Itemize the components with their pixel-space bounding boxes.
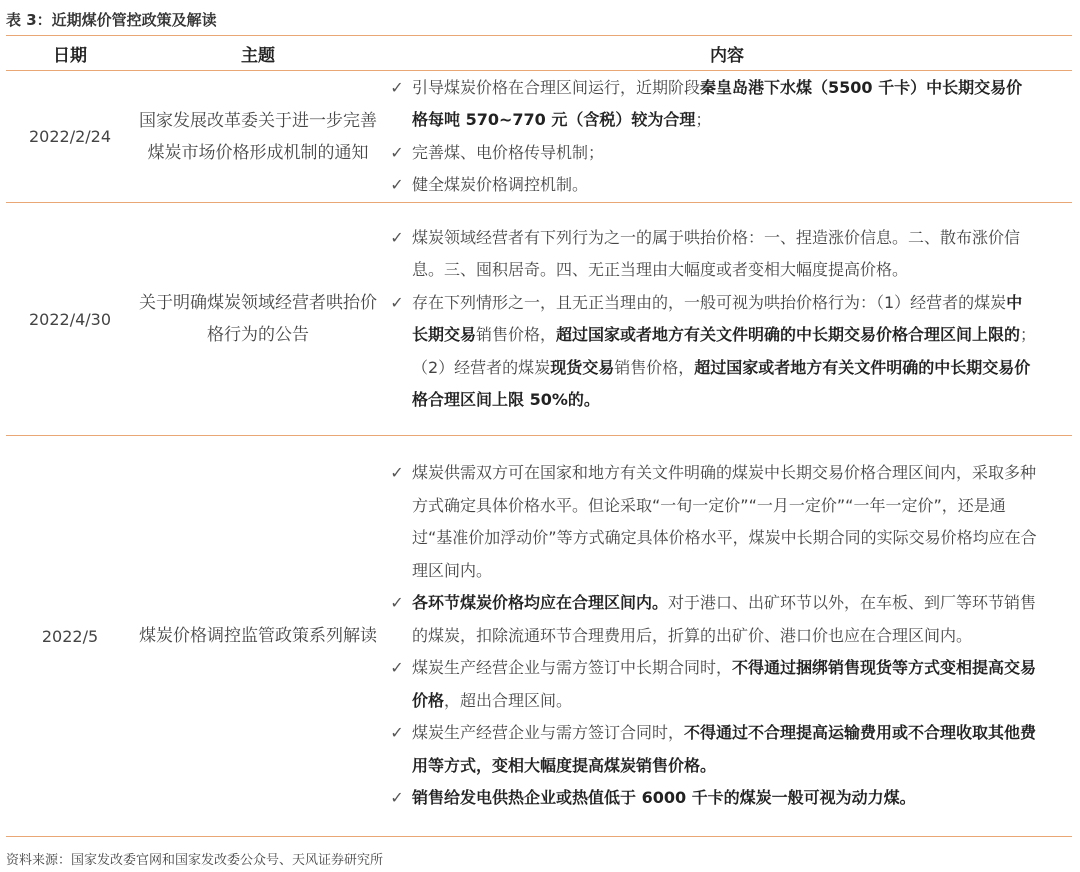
bullet-text bbox=[412, 287, 1038, 417]
content-bullet bbox=[382, 587, 1072, 652]
header-date: 日期 bbox=[6, 36, 134, 71]
text-segment: 对于港口、出矿环节以外，在车板、到厂等环节销售的煤炭，扣除流通环节合理费用后，折算的出矿价、港口价也应在合理区间内。 bbox=[412, 593, 1037, 645]
bullet-text bbox=[412, 652, 1038, 717]
checkmark-icon: ✓ bbox=[390, 77, 404, 97]
bold-text-segment: 各环节煤炭价格均应在合理区间内。 bbox=[412, 593, 669, 613]
checkmark-icon: ✓ bbox=[390, 292, 404, 312]
row-topic: 国家发展改革委关于进一步完善煤炭市场价格形成机制的通知 bbox=[134, 71, 382, 203]
content-bullet bbox=[382, 457, 1072, 587]
bold-text-segment: 超过国家或者地方有关文件明确的中长期交易价格合理区间上限 50%的。 bbox=[412, 357, 1031, 409]
text-segment: ； bbox=[695, 110, 712, 129]
bullet-text bbox=[412, 137, 1038, 170]
checkmark-icon: ✓ bbox=[390, 593, 404, 613]
table-row bbox=[6, 203, 1072, 436]
bold-text-segment: 中长期交易 bbox=[412, 292, 1023, 344]
source-note: 资料来源：国家发改委官网和国家发改委公众号、天风证券研究所 bbox=[6, 853, 384, 868]
checkmark-icon: ✓ bbox=[390, 788, 404, 808]
bullet-text bbox=[412, 587, 1038, 652]
checkmark-icon: ✓ bbox=[390, 463, 404, 483]
header-topic: 主题 bbox=[134, 36, 382, 71]
row-content bbox=[382, 71, 1072, 203]
table-body bbox=[6, 71, 1072, 837]
bullet-text bbox=[412, 222, 1038, 287]
row-date: 2022/5 bbox=[6, 436, 134, 837]
text-segment: ；（2）经营者的煤炭 bbox=[412, 325, 1037, 377]
text-segment: 销售价格， bbox=[614, 357, 695, 377]
text-segment: 完善煤、电价格传导机制； bbox=[412, 142, 605, 162]
header-content: 内容 bbox=[382, 36, 1072, 71]
text-segment: 销售价格， bbox=[476, 325, 557, 344]
policy-table bbox=[6, 35, 1072, 837]
content-bullet bbox=[382, 72, 1072, 137]
text-segment: 存在下列情形之一，且无正当理由的，一般可视为哄抬价格行为：（1）经营者的煤炭 bbox=[412, 292, 1007, 312]
content-bullet bbox=[382, 137, 1072, 170]
checkmark-icon: ✓ bbox=[390, 142, 404, 162]
content-bullet bbox=[382, 169, 1072, 202]
row-date: 2022/4/30 bbox=[6, 203, 134, 436]
checkmark-icon: ✓ bbox=[390, 227, 404, 247]
bold-text-segment: 不得通过不合理提高运输费用或不合理收取其他费用等方式，变相大幅度提高煤炭销售价格。 bbox=[412, 723, 1037, 775]
table-row bbox=[6, 436, 1072, 837]
bold-text-segment: 秦皇岛港下水煤（5500 千卡）中长期交易价格每吨 570~770 元（含税）较为合理 bbox=[412, 77, 1023, 129]
checkmark-icon: ✓ bbox=[390, 658, 404, 678]
row-content bbox=[382, 203, 1072, 436]
content-bullet bbox=[382, 287, 1072, 417]
bullet-text bbox=[412, 457, 1038, 587]
bullet-text bbox=[412, 72, 1038, 137]
text-segment: ，超出合理区间。 bbox=[444, 690, 573, 710]
text-segment: 健全煤炭价格调控机制。 bbox=[412, 175, 589, 194]
text-segment: 煤炭生产经营企业与需方签订中长期合同时， bbox=[412, 658, 733, 678]
bold-text-segment: 超过国家或者地方有关文件明确的中长期交易价格合理区间上限的 bbox=[556, 325, 1021, 344]
bold-text-segment: 不得通过捆绑销售现货等方式变相提高交易价格 bbox=[412, 658, 1037, 710]
text-segment: 煤炭领域经营者有下列行为之一的属于哄抬价格：一、捏造涨价信息。二、散布涨价信息。三、囤积居奇。四、无正当理由大幅度或者变相大幅度提高价格。 bbox=[412, 227, 1021, 279]
bullet-text bbox=[412, 717, 1038, 782]
text-segment: 引导煤炭价格在合理区间运行，近期阶段 bbox=[412, 77, 701, 97]
text-segment: 煤炭生产经营企业与需方签订合同时， bbox=[412, 723, 685, 743]
bold-text-segment: 现货交易 bbox=[550, 357, 615, 377]
row-date: 2022/2/24 bbox=[6, 71, 134, 203]
bullet-text bbox=[412, 782, 1038, 815]
text-segment: 煤炭供需双方可在国家和地方有关文件明确的煤炭中长期交易价格合理区间内，采取多种方式确定具体价格水平。但论采取“一旬一定价”“一月一定价”“一年一定价”，还是通过“基准价加浮动价”等方式确定具体价格水平，煤炭中长期合同的实际交易价格均应在合理区间内。 bbox=[412, 463, 1037, 580]
bold-text-segment: 销售给发电供热企业或热值低于 6000 千卡的煤炭一般可视为动力煤。 bbox=[412, 788, 916, 808]
table-header-row bbox=[6, 36, 1072, 71]
row-topic: 关于明确煤炭领域经营者哄抬价格行为的公告 bbox=[134, 203, 382, 436]
content-bullet bbox=[382, 782, 1072, 815]
checkmark-icon: ✓ bbox=[390, 175, 404, 194]
table-caption: 表 3：近期煤价管控政策及解读 bbox=[6, 11, 217, 29]
row-topic: 煤炭价格调控监管政策系列解读 bbox=[134, 436, 382, 837]
bullet-text bbox=[412, 169, 1038, 202]
content-bullet bbox=[382, 652, 1072, 717]
content-bullet bbox=[382, 717, 1072, 782]
row-content bbox=[382, 436, 1072, 837]
checkmark-icon: ✓ bbox=[390, 723, 404, 743]
table-row bbox=[6, 71, 1072, 203]
content-bullet bbox=[382, 222, 1072, 287]
